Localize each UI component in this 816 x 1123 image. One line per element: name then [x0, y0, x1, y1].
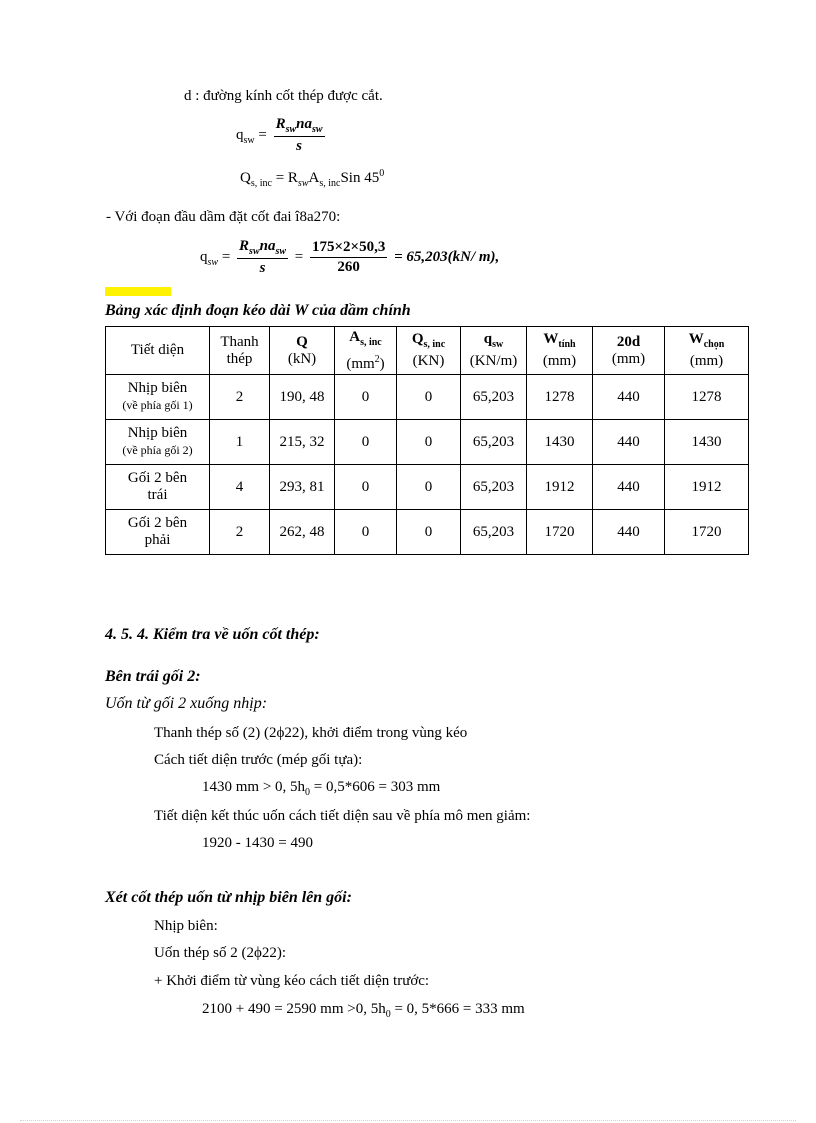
check-line-1: 1430 mm > 0, $5h_0 = 0,5*606 = 303$ mm	[202, 779, 441, 798]
header-as-inc: $A_{s, inc}$ $(mm^2)$	[335, 327, 397, 375]
header-w-calc: $W_{tính}$ (mm)	[527, 327, 593, 375]
check-line-2: 2100 + 490 = 2590 mm >0, $5h_0 = 0$, 5*666 = 333 mm	[202, 1001, 525, 1020]
table-cell: 0	[397, 420, 461, 465]
qsw-subscript: sw	[243, 134, 255, 146]
section-heading-454: 4. 5. 4. Kiểm tra về uốn cốt thép:	[105, 626, 320, 643]
bend-from-span-heading: Xét cốt thép uốn từ nhịp biên lên gối:	[105, 889, 352, 906]
table-row	[106, 420, 749, 465]
table-row	[106, 375, 749, 420]
table-cell: 1720	[665, 510, 749, 555]
bar-line: Thanh thép số (2) (2ϕ22), khởi điểm trong vùng kéo	[154, 725, 468, 741]
header-section: Tiết diện	[106, 327, 210, 375]
table-cell: 190, 48	[270, 375, 335, 420]
header-w-chosen: $W_{chọn}$ (mm)	[665, 327, 749, 375]
qsw-calculation: $q_{sw}$ = $\frac{R_{sw}na_{sw}}{s}$ = $\frac{175\times 2\times 50,3}{260}$ = 65,203(kN/ m),	[200, 238, 500, 276]
header-20d: 20d (mm)	[593, 327, 665, 375]
table-cell: 65,203	[461, 510, 527, 555]
table-cell: 293, 81	[270, 465, 335, 510]
table-cell: 0	[335, 420, 397, 465]
table-cell: 0	[335, 465, 397, 510]
distance-line: Cách tiết diện trước (mép gối tựa):	[154, 752, 363, 768]
table-cell: 440	[593, 510, 665, 555]
table-cell: 0	[335, 375, 397, 420]
header-qs-inc: $Q_{s, inc}$ (KN)	[397, 327, 461, 375]
outer-span-line: Nhịp biên:	[154, 918, 218, 934]
table-cell: 0	[397, 375, 461, 420]
table-cell: 1912	[665, 465, 749, 510]
end-result-line: 1920 - 1430 = 490	[202, 835, 313, 851]
table-cell: 262, 48	[270, 510, 335, 555]
row-name-cell: Nhịp biên (về phía gối 1)	[106, 375, 210, 420]
table-cell: 65,203	[461, 420, 527, 465]
table-cell: 1912	[527, 465, 593, 510]
end-section-line: Tiết diện kết thúc uốn cách tiết diện sau về phía mô men giảm:	[154, 808, 531, 824]
table-cell: 1430	[527, 420, 593, 465]
start-point-line: + Khởi điểm từ vùng kéo cách tiết diện trước:	[154, 973, 430, 989]
table-cell: 1720	[527, 510, 593, 555]
table-cell: 0	[397, 465, 461, 510]
table-cell: 4	[210, 465, 270, 510]
bend-bar-line: Uốn thép số 2 (2ϕ22):	[154, 945, 287, 961]
table-cell: 1278	[665, 375, 749, 420]
table-cell: 65,203	[461, 375, 527, 420]
table-cell: 2	[210, 510, 270, 555]
table-cell: 440	[593, 420, 665, 465]
table-cell: 65,203	[461, 465, 527, 510]
header-q: Q (kN)	[270, 327, 335, 375]
highlight-mark	[105, 287, 171, 296]
extension-length-table	[105, 326, 749, 555]
page-edge-rule	[20, 1120, 796, 1121]
row-name-cell: Nhịp biên (về phía gối 2)	[106, 420, 210, 465]
table-title: Bảng xác định đoạn kéo dài W của dầm chính	[105, 302, 411, 319]
qs-inc-formula: $Q_{s, inc} = R_{sw}A_{s, inc}Sin$ $45^0$	[240, 168, 385, 189]
row-name-cell: Gối 2 bên phải	[106, 510, 210, 555]
qsw-fraction: $\frac{R_{sw}na_{sw}}{s}$	[275, 116, 323, 154]
row-name-cell: Gối 2 bên trái	[106, 465, 210, 510]
table-cell: 1430	[665, 420, 749, 465]
stirrup-intro: - Với đoạn đầu dầm đặt cốt đai î8a270:	[106, 209, 341, 225]
qsw-formula: $q_{sw}$ = $\frac{R_{sw}na_{sw}}{s}$	[236, 116, 323, 154]
table-cell: 0	[335, 510, 397, 555]
table-row	[106, 510, 749, 555]
left-support-heading: Bên trái gối 2:	[105, 668, 201, 685]
table-header-row	[106, 327, 749, 375]
table-cell: 0	[397, 510, 461, 555]
table-cell: 440	[593, 465, 665, 510]
table-row	[106, 465, 749, 510]
bend-from-support: Uốn từ gối 2 xuống nhịp:	[105, 695, 268, 712]
qsw-symbol: q	[236, 126, 244, 143]
header-bar: Thanh thép	[210, 327, 270, 375]
table-cell: 1	[210, 420, 270, 465]
d-description: d : đường kính cốt thép được cắt.	[184, 88, 383, 104]
header-qsw: $q_{sw}$ (KN/m)	[461, 327, 527, 375]
table-cell: 440	[593, 375, 665, 420]
table-cell: 2	[210, 375, 270, 420]
table-cell: 215, 32	[270, 420, 335, 465]
table-cell: 1278	[527, 375, 593, 420]
